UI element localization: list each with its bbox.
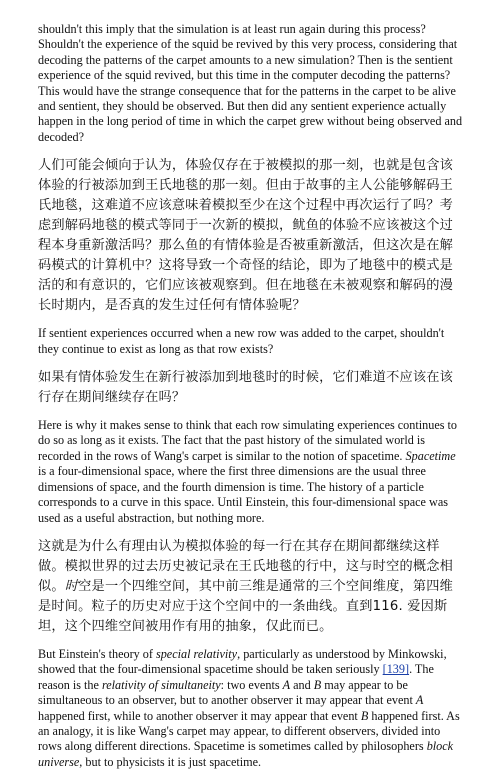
event-b: B: [360, 708, 369, 723]
event-a: A: [415, 693, 424, 708]
text-span: shouldn't this imply that the simulation is at least run again during this process? Shouldn't the experience of the squid be revived by this very process, considering that decoding the patterns of the carpet amounts to a new simulation? Then is the sentient experience of the squid revived, but this time in the computer decoding the patterns? This would have the strange consequence that for the patterns in the carpet to be alive and sentient, they should be observed. But then did any sentient experience actually happen in the long period of time in which the carpet grew without being observed and decoded?: [38, 22, 463, 144]
paragraph-en-4: [38, 647, 464, 770]
paragraph-en-3: [38, 418, 464, 526]
text-span: If sentient experiences occurred when a new row was added to the carpet, shouldn't they continue to exist as long as that row exists?: [38, 326, 445, 356]
text-span: Here is why it makes sense to think that each row simulating experiences continues to do so as long as it exists. The fact that the past history of the simulated world is recorded in the rows of Wang's carpet is similar to the notion of spacetime.: [38, 418, 458, 463]
text-span: 如果有情体验发生在新行被添加到地毯时的时候，它们难道不应该在该行存在期间继续存在吗？: [38, 370, 454, 406]
citation-link[interactable]: [139]: [382, 662, 410, 677]
text-span: , but to physicists it is just spacetime.: [79, 754, 262, 769]
term-shi: 时: [64, 578, 79, 594]
text-span: : two events: [220, 677, 283, 692]
paragraph-en-1: [38, 22, 464, 145]
text-span: happened first. As an analogy, it is like Wang's carpet may appear, to different observers, divided into rows along different directions. Spacetime is sometimes called by philosophers: [38, 708, 460, 754]
paragraph-en-2: [38, 326, 464, 357]
document-page: [38, 22, 464, 781]
text-span: But Einstein's theory of: [38, 646, 156, 661]
paragraph-zh-1: [38, 156, 464, 316]
text-span: 人们可能会倾向于认为，体验仅存在于被模拟的那一刻，也就是包含该体验的行被添加到王氏地毯的那一刻。但由于故事的主人公能够解码王氏地毯，这难道不应该意味着模拟至少在这个过程中再次运行了吗？考虑到解码地毯的模式等同于一次新的模拟，鱿鱼的体验不应该被这个过程本身重新激活吗？那么鱼的有情体验是否被重新激活，但这次是在解码模式的计算机中？这将导致一个奇怪的结论，即为了地毯中的模式是活的和有意识的，它们应该被观察到。但在地毯在未被观察和解码的漫长时期内，是否真的发生过任何有情体验呢？: [38, 158, 454, 314]
term-relativity-of-simultaneity: relativity of simultaneity: [101, 677, 221, 692]
event-a: A: [282, 677, 291, 692]
text-span: happened first, while to another observer it may appear that event: [38, 708, 361, 723]
text-span: . The reason is the: [38, 662, 434, 692]
text-span: 空是一个四维空间，其中前三维是通常的三个空间维度，第四维是时间。粒子的历史对应于这个空间中的一条曲线。直到116. 爱因斯坦，这个四维空间被用作有用的抽象，仅此而已。: [38, 578, 454, 634]
text-span: 这就是为什么有理由认为模拟体验的每一行在其存在期间都继续这样做。模拟世界的过去历史被记录在王氏地毯的行中，这与时空的概念相似。: [38, 538, 454, 594]
event-b: B: [313, 677, 322, 692]
text-span: , particularly as understood by Minkowski, showed that the four-dimensional spacetime should be taken seriously: [38, 646, 447, 677]
paragraph-zh-2: [38, 368, 464, 408]
term-spacetime: Spacetime: [405, 448, 456, 463]
term-block-universe: block universe: [38, 739, 454, 769]
text-span: may appear to be simultaneous to an observer, but to another observer it may appear that event: [38, 677, 416, 708]
term-special-relativity: special relativity: [155, 646, 238, 661]
paragraph-zh-3: [38, 537, 464, 637]
text-span: and: [290, 677, 314, 692]
text-span: is a four-dimensional space, where the first three dimensions are the usual three dimensions of space, and the fourth dimension is time. The history of a particle corresponds to a curve in this space. Until Einstein, this four-dimensional space was used as a useful abstraction, but nothing more.: [38, 464, 448, 525]
